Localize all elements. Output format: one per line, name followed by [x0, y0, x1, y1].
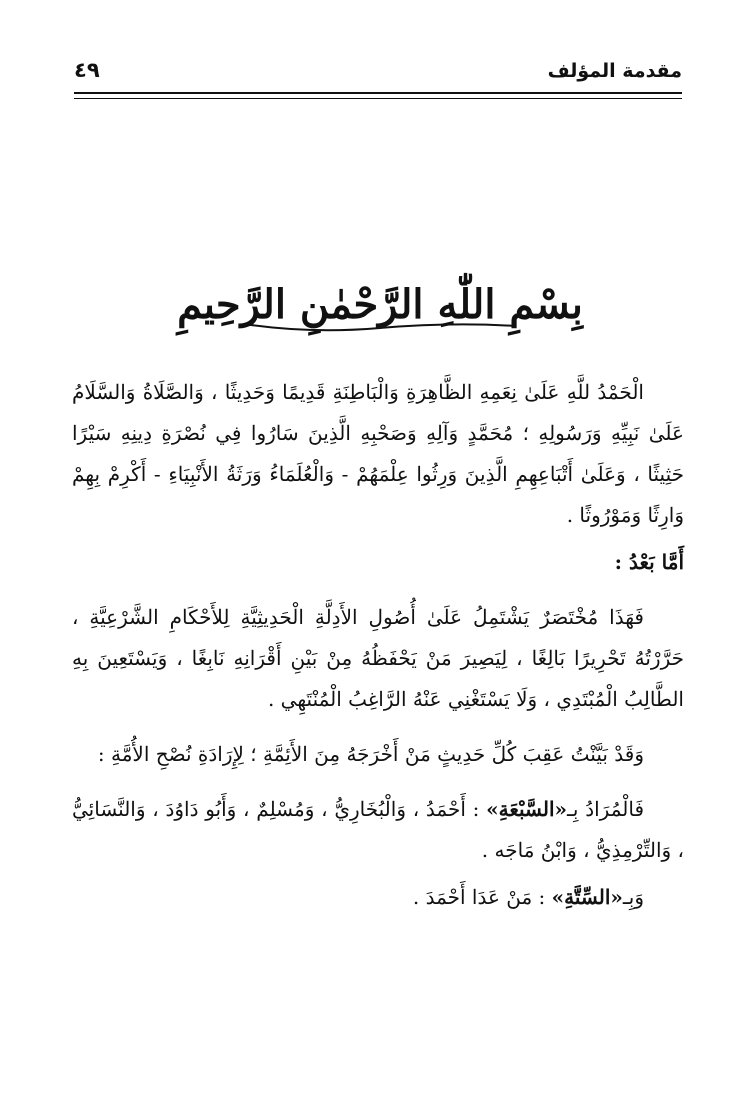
basmala — [150, 268, 610, 342]
purpose-paragraph: فَهَذَا مُخْتَصَرٌ يَشْتَمِلُ عَلَىٰ أُصُولِ الأَدِلَّةِ الْحَدِيثِيَّةِ لِلأَحْكَامِ الشَّرْعِيَّةِ ، حَرَّرْتُهُ تَحْرِيرًا بَالِغًا ، لِيَصِيرَ مَنْ يَحْفَظُهُ مِنْ بَيْنِ أَقْرَانِهِ نَابِغًا ، وَيَسْتَعِينَ بِهِ الطَّالِبُ الْمُبْتَدِي ، وَلَا يَسْتَغْنِي عَنْهُ الرَّاغِبُ الْمُنْتَهِي . — [72, 605, 684, 711]
body-text — [72, 372, 684, 918]
header-rule — [74, 92, 682, 99]
explained-paragraph: وَقَدْ بَيَّنْتُ عَقِبَ كُلِّ حَدِيثٍ مَنْ أَخْرَجَهُ مِنَ الأَئِمَّةِ ؛ لِإِرَادَةِ نُصْحِ الأُمَّةِ : — [97, 742, 644, 766]
six-definition-paragraph — [72, 877, 684, 918]
seven-prefix: فَالْمُرَادُ بِـ — [567, 797, 645, 821]
six-term: «السِّتَّةِ» — [551, 885, 623, 909]
six-list: : مَنْ عَدَا أَحْمَدَ . — [412, 885, 552, 909]
seven-definition-paragraph — [72, 789, 684, 871]
spacer — [72, 583, 684, 597]
seven-term: «السَّبْعَةِ» — [486, 797, 568, 821]
basmala-swash-ornament — [240, 320, 520, 334]
basmala-text: بِسْمِ اللّٰهِ الرَّحْمٰنِ الرَّحِيمِ — [177, 281, 583, 328]
running-header — [74, 58, 682, 92]
opening-paragraph: الْحَمْدُ للَّهِ عَلَىٰ نِعَمِهِ الظَّاهِرَةِ وَالْبَاطِنَةِ قَدِيمًا وَحَدِيثًا ، وَالصَّلَاةُ وَالسَّلَامُ عَلَىٰ نَبِيِّهِ وَرَسُولِهِ ؛ مُحَمَّدٍ وَآلِهِ وَصَحْبِهِ الَّذِينَ سَارُوا فِي نُصْرَةِ دِينِهِ سَيْرًا حَثِيثًا ، وَعَلَىٰ أَتْبَاعِهِمِ الَّذِينَ وَرِثُوا عِلْمَهُمْ - وَالْعُلَمَاءُ وَرَثَةُ الأَنْبِيَاءِ - أَكْرِمْ بِهِمْ وَارِثًا وَمَوْرُوثًا . — [72, 380, 684, 527]
seven-list: : أَحْمَدُ ، وَالْبُخَارِيُّ ، وَمُسْلِمٌ ، وَأَبُو دَاوُدَ ، وَالنَّسَائِيُّ ، وَالتِّرْمِذِيُّ ، وَابْنُ مَاجَه . — [72, 797, 684, 862]
six-prefix: وَبِـ — [622, 885, 644, 909]
amma-bad-heading: أَمَّا بَعْدُ : — [614, 550, 684, 574]
page-number: ٤٩ — [74, 58, 100, 82]
header-title: مقدمة المؤلف — [547, 60, 682, 82]
spacer — [72, 775, 684, 789]
spacer — [72, 720, 684, 734]
